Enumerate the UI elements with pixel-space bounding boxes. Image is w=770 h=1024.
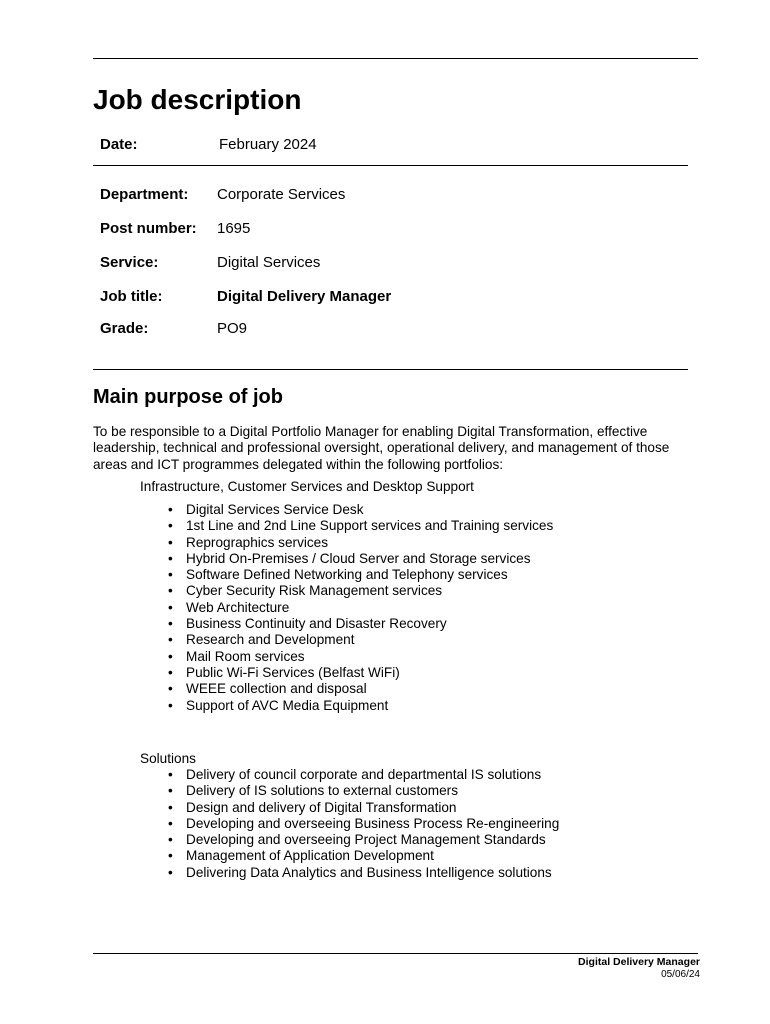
list-item: • Design and delivery of Digital Transformation xyxy=(163,800,559,816)
grade-label: Grade: xyxy=(100,320,149,337)
grade-value: PO9 xyxy=(217,320,248,337)
list-item: • 1st Line and 2nd Line Support services and Training services xyxy=(163,518,553,534)
service-value: Digital Services xyxy=(217,254,321,271)
job-title-label: Job title: xyxy=(100,288,163,305)
list-item: • Digital Services Service Desk xyxy=(163,502,553,518)
list-item: • Delivering Data Analytics and Business Intelligence solutions xyxy=(163,865,559,881)
list-item: • Software Defined Networking and Telephony services xyxy=(163,567,553,583)
list-item: • Business Continuity and Disaster Recovery xyxy=(163,616,553,632)
list-item: • Developing and overseeing Business Process Re-engineering xyxy=(163,816,559,832)
portfolio-solutions-title: Solutions xyxy=(140,751,196,766)
list-item: • Developing and overseeing Project Management Standards xyxy=(163,832,559,848)
list-item: • Research and Development xyxy=(163,632,553,648)
top-divider xyxy=(93,58,698,59)
portfolio-infrastructure-list xyxy=(163,502,553,714)
date-value: February 2024 xyxy=(219,136,317,153)
footer-divider xyxy=(93,953,698,954)
list-item: • WEEE collection and disposal xyxy=(163,681,553,697)
post-number-label: Post number: xyxy=(100,220,197,237)
list-item: • Support of AVC Media Equipment xyxy=(163,698,553,714)
list-item: • Delivery of council corporate and departmental IS solutions xyxy=(163,767,559,783)
portfolio-infrastructure-title: Infrastructure, Customer Services and Desktop Support xyxy=(140,479,474,494)
intro-paragraph: To be responsible to a Digital Portfolio Manager for enabling Digital Transformation, effective leadership, technical and professional oversight, operational delivery, and management of those areas and ICT programmes delegated within the following portfolios: xyxy=(93,424,670,472)
list-item: • Reprographics services xyxy=(163,535,553,551)
job-title-value: Digital Delivery Manager xyxy=(217,288,392,305)
list-item: • Web Architecture xyxy=(163,600,553,616)
department-value: Corporate Services xyxy=(217,186,346,203)
post-number-value: 1695 xyxy=(217,220,251,237)
list-item: • Cyber Security Risk Management services xyxy=(163,583,553,599)
header-divider xyxy=(93,165,688,166)
list-item: • Delivery of IS solutions to external customers xyxy=(163,783,559,799)
list-item: • Public Wi-Fi Services (Belfast WiFi) xyxy=(163,665,553,681)
list-item: • Management of Application Development xyxy=(163,848,559,864)
list-item: • Hybrid On-Premises / Cloud Server and Storage services xyxy=(163,551,553,567)
service-label: Service: xyxy=(100,254,159,271)
date-label: Date: xyxy=(100,136,138,153)
list-item: • Mail Room services xyxy=(163,649,553,665)
footer-date: 05/06/24 xyxy=(661,969,700,980)
page-title: Job description xyxy=(93,84,302,115)
section-heading: Main purpose of job xyxy=(93,386,283,408)
footer-job-title: Digital Delivery Manager xyxy=(578,956,700,968)
department-label: Department: xyxy=(100,186,189,203)
fields-divider xyxy=(93,369,688,370)
portfolio-solutions-list xyxy=(163,767,559,881)
